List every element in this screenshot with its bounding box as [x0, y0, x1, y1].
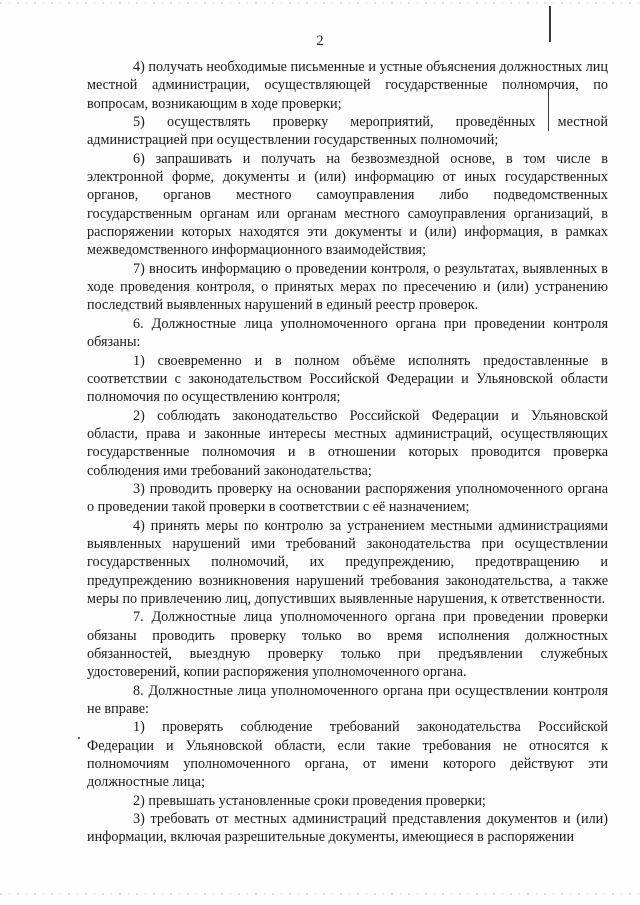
paragraph-prohibition-1: 1) проверять соблюдение требований законодательства Российской Федерации и Ульяновской области, если такие требования не относятся к полномочиям уполномоченного органа, от имени которого действуют эти должностные лица; — [87, 719, 608, 791]
scan-edge-noise-top — [0, 2, 640, 4]
paragraph-section-6-heading: 6. Должностные лица уполномоченного органа при проведении контроля обязаны: — [87, 315, 608, 351]
paragraph-section-8-heading: 8. Должностные лица уполномоченного органа при осуществлении контроля не вправе: — [87, 682, 608, 718]
scan-mark-dot — [78, 737, 80, 739]
page-number: 2 — [316, 33, 324, 49]
paragraph-clause-6-requests: 6) запрашивать и получать на безвозмездной основе, в том числе в электронной форме, документы и (или) информацию от иных государственных органов, органов местного самоуправления либо подведомственных государственным органам или органам местного самоуправления организаций, в распоряжении которых находятся эти документы и (или) информация, в рамках межведомственного информационного взаимодействия; — [87, 150, 608, 259]
paragraph-duty-2: 2) соблюдать законодательство Российской Федерации и Ульяновской области, права и законные интересы местных администраций, осуществляющих государственные полномочия и в отношении которых проводится проверка соблюдения ими требований законодательства; — [87, 407, 608, 479]
paragraph-section-7: 7. Должностные лица уполномоченного органа при проведении проверки обязаны проводить проверку только во время исполнения должностных обязанностей, выездную проверку только при предъявлении служебных удостоверений, копии распоряжения уполномоченного органа. — [87, 609, 608, 681]
document-body — [87, 58, 608, 847]
paragraph-clause-7-registry: 7) вносить информацию о проведении контроля, о результатах, выявленных в ходе проведения контроля, о принятых мерах по пресечению и (или) устранению последствий выявленных нарушений в единый реестр проверок. — [87, 260, 608, 314]
paragraph-prohibition-3: 3) требовать от местных администраций представления документов и (или) информации, включая разрешительные документы, имеющиеся в распоряжении — [87, 811, 608, 846]
paragraph-clause-4-explanations: 4) получать необходимые письменные и устные объяснения должностных лиц местной администрации, осуществляющей государственные полномочия, по вопросам, возникающим в ходе проверки; — [87, 59, 608, 112]
scan-edge-noise-bottom — [0, 893, 640, 895]
paragraph-duty-3: 3) проводить проверку на основании распоряжения уполномоченного органа о проведении такой проверки в соответствии с её назначением; — [87, 480, 608, 516]
paragraph-duty-4: 4) принять меры по контролю за устранением местными администрациями выявленных нарушений ими требований законодательства при осуществлении государственных полномочий, их предупреждению, предотвращению и предупреждению возникновения нарушений требования законодательства, а также меры по привлечению лиц, допустивших выявленные нарушения, к ответственности. — [87, 517, 608, 607]
paragraph-clause-5-inspection: 5) осуществлять проверку мероприятий, проведённых местной администрацией при осуществлении государственных полномочий; — [87, 114, 608, 149]
paragraph-prohibition-2: 2) превышать установленные сроки проведения проверки; — [133, 792, 486, 809]
paragraph-duty-1: 1) своевременно и в полном объёме исполнять предоставленные в соответствии с законодательством Российской Федерации и Ульяновской области полномочия по осуществлению контроля; — [87, 352, 608, 406]
scan-mark-vertical-line — [549, 6, 551, 42]
